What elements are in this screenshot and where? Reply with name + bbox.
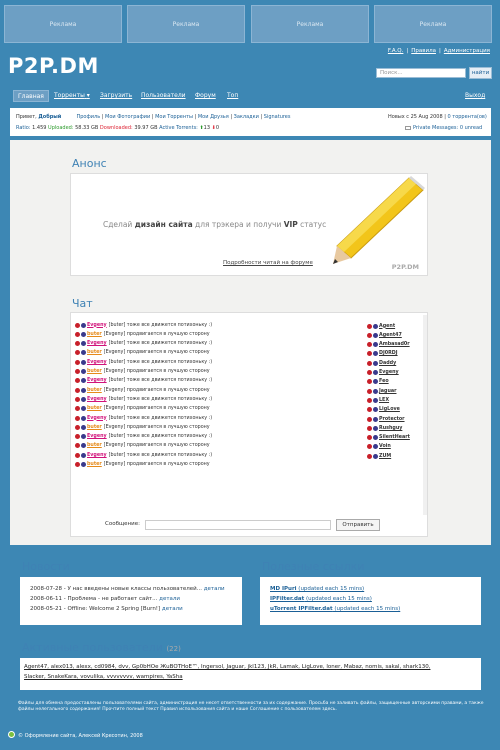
- chat-message: [75, 330, 210, 338]
- admin-link[interactable]: Администрация: [443, 48, 490, 54]
- ad-banner-row: [0, 0, 500, 42]
- chat-text: [Evgeny] продвигается в лучшую сторону: [103, 331, 210, 337]
- downloaded-label: Downloaded:: [99, 125, 133, 131]
- arrow-icon: [75, 434, 80, 439]
- chat-user[interactable]: Voin: [367, 443, 391, 451]
- ad-slot-4[interactable]: Реклама: [374, 5, 492, 43]
- chat-message: [75, 321, 212, 329]
- arrow-icon: [367, 379, 372, 384]
- chat-user[interactable]: Protector: [367, 415, 405, 423]
- faq-link[interactable]: F.A.Q.: [387, 48, 404, 54]
- chat-user[interactable]: Evgeny: [367, 369, 399, 377]
- signatures-link[interactable]: Signatures: [263, 114, 291, 120]
- chat-text: [Evgeny] продвигается в лучшую сторону: [103, 443, 210, 449]
- user-greeting-row: Привет, Добрый Профиль | Мои Фотографии | Мои Торренты | Мои Друзья | Закладки | Signatures: [16, 114, 291, 120]
- active-users-panel: [20, 658, 481, 690]
- chat-user[interactable]: Agent: [367, 322, 395, 330]
- active-torrents-label: Active Torrents:: [159, 125, 198, 131]
- arrow-icon: [373, 333, 378, 338]
- chat-message: [75, 433, 212, 441]
- arrow-icon: [81, 434, 86, 439]
- chat-username[interactable]: Evgeny: [87, 396, 107, 402]
- arrow-icon: [367, 370, 372, 375]
- arrow-icon: [81, 378, 86, 383]
- ad-slot-1[interactable]: Реклама: [4, 5, 122, 43]
- chat-box: [70, 312, 428, 537]
- arrow-icon: [367, 426, 372, 431]
- arrow-icon: [367, 333, 372, 338]
- nav-forum[interactable]: Форум: [195, 92, 216, 99]
- arrow-icon: [75, 388, 80, 393]
- arrow-icon: [367, 361, 372, 366]
- profile-link[interactable]: Профиль: [76, 114, 101, 120]
- my-photos-link[interactable]: Мои Фотографии: [105, 114, 151, 120]
- arrow-icon: [367, 398, 372, 403]
- arrow-icon: [367, 407, 372, 412]
- username-link[interactable]: Добрый: [38, 114, 62, 120]
- arrow-icon: [81, 360, 86, 365]
- chat-username[interactable]: buter: [87, 406, 102, 412]
- chat-username[interactable]: buter: [87, 350, 102, 356]
- envelope-icon: [405, 126, 411, 130]
- chat-username[interactable]: buter: [87, 369, 102, 374]
- announce-forum-link[interactable]: Подробности читай на форуме: [223, 260, 313, 266]
- my-friends-link[interactable]: Мои Друзья: [197, 114, 229, 120]
- news-details-link[interactable]: детали: [159, 596, 181, 602]
- chat-username[interactable]: buter: [87, 331, 102, 337]
- chat-text: [Evgeny] продвигается в лучшую сторону: [103, 462, 210, 467]
- announce-text: Сделай дизайн сайта для трэкера и получи VIP статус: [103, 220, 327, 229]
- arrow-icon: [373, 444, 378, 449]
- arrow-icon: [367, 417, 372, 422]
- ratio-label: Ratio:: [16, 125, 31, 131]
- arrow-icon: [367, 454, 372, 459]
- active-down-count: 0: [215, 125, 220, 131]
- chat-text: [buter] тоже все движется потихоньку :): [108, 378, 213, 384]
- arrow-icon: [373, 454, 378, 459]
- chat-message: [75, 414, 212, 422]
- nav-torrents-label: Торренты: [54, 92, 85, 99]
- arrow-icon: [367, 389, 372, 394]
- downloaded-value: 39.97 GB: [134, 125, 158, 131]
- arrow-icon: [81, 462, 86, 467]
- arrow-icon: [75, 397, 80, 402]
- nav-torrents[interactable]: [54, 90, 90, 102]
- chat-message: [75, 377, 212, 385]
- news-item: 2008-05-21 - Offline: Welcome 2 Spring [Burn!] детали: [30, 606, 183, 612]
- arrow-icon: [373, 398, 378, 403]
- message-label: Сообщение:: [105, 521, 140, 527]
- chat-message: [75, 405, 210, 413]
- news-title: Новости: [22, 560, 70, 573]
- arrow-icon: [75, 323, 80, 328]
- search-button[interactable]: найти: [469, 67, 492, 79]
- uploaded-label: Uploaded:: [48, 125, 74, 131]
- new-since-text: Новых с 25 Aug 2008: [388, 114, 443, 120]
- greeting-text: Привет,: [16, 114, 37, 120]
- chat-message: [75, 451, 212, 459]
- active-users-line[interactable]: Slacker, SnakeKara, vovulika, vvvvvvvv, wampires, YaSha: [24, 674, 183, 680]
- chat-text: [Evgeny] продвигается в лучшую сторону: [103, 424, 210, 430]
- private-messages-link[interactable]: Private Messages: 0 unread: [413, 125, 483, 131]
- arrow-icon: [373, 324, 378, 329]
- badge-icon: [8, 731, 15, 738]
- arrow-icon: [75, 332, 80, 337]
- chat-username[interactable]: Evgeny: [87, 359, 107, 365]
- useful-link[interactable]: uTorrent IPFilter.dat (updated each 15 mins): [270, 606, 401, 612]
- arrow-icon: [367, 351, 372, 356]
- private-messages[interactable]: [405, 125, 482, 131]
- active-users-count: (22): [166, 645, 181, 653]
- logout-link[interactable]: Выход: [465, 92, 486, 99]
- active-up-count: 13: [203, 125, 211, 131]
- news-item: 2008-07-28 - У нас введены новые классы пользователей... детали: [30, 586, 225, 592]
- site-logo[interactable]: P2P.DM: [8, 54, 99, 78]
- arrow-icon: [75, 406, 80, 411]
- news-item: 2008-06-11 - Проблема - не работает сайт... детали: [30, 596, 181, 602]
- rules-link[interactable]: Правила: [411, 48, 436, 54]
- arrow-icon: [81, 369, 86, 374]
- arrow-icon: [373, 370, 378, 375]
- arrow-icon: [373, 361, 378, 366]
- arrow-icon: [367, 342, 372, 347]
- chevron-down-icon: ▾: [86, 92, 90, 99]
- arrow-icon: [373, 417, 378, 422]
- chat-user[interactable]: LEX: [367, 396, 389, 404]
- useful-links-panel: [260, 577, 481, 625]
- announce-banner: [70, 173, 428, 276]
- chat-text: [buter] тоже все движется потихоньку :): [108, 452, 213, 458]
- arrow-icon: [81, 350, 86, 355]
- arrow-icon: [75, 350, 80, 355]
- news-panel: [20, 577, 242, 625]
- arrow-up-icon: ⬆: [199, 125, 204, 131]
- arrow-icon: [81, 397, 86, 402]
- chat-user[interactable]: DJ0RDJ: [367, 350, 398, 358]
- chat-user[interactable]: Agent47: [367, 331, 402, 339]
- useful-link[interactable]: IPFilter.dat (updated each 15 mins): [270, 596, 372, 602]
- chat-text: [Evgeny] продвигается в лучшую сторону: [103, 406, 210, 412]
- arrow-icon: [75, 378, 80, 383]
- arrow-icon: [81, 453, 86, 458]
- user-bar: [10, 108, 491, 136]
- chat-text: [buter] тоже все движется потихоньку :): [108, 396, 213, 402]
- arrow-icon: [75, 369, 80, 374]
- arrow-icon: [367, 435, 372, 440]
- chat-user[interactable]: Jaguar: [367, 387, 396, 395]
- chat-username[interactable]: Evgeny: [87, 322, 107, 328]
- chat-message: [75, 358, 212, 366]
- chat-username[interactable]: Evgeny: [87, 452, 107, 458]
- chat-user[interactable]: SilentHeart: [367, 434, 410, 442]
- new-torrents-info: Новых с 25 Aug 2008 | 0 торрента(ов): [388, 114, 487, 120]
- arrow-icon: [75, 443, 80, 448]
- arrow-icon: [367, 324, 372, 329]
- search-input[interactable]: Поиск...: [376, 68, 466, 78]
- chat-message: [75, 461, 210, 469]
- disclaimer: Файлы для обмена предоставлены пользователями сайта, администрация не несет ответственности за их содержание. Просьба не заливать файлы, защищенные авторскими правами, а также файлы нелегального содержания! Прочтите полный текст Правил использования сайта и наше Соглашение с пользователем здесь.: [18, 701, 484, 712]
- nav-home[interactable]: Главная: [13, 90, 49, 102]
- pencil-icon: [329, 176, 425, 266]
- chat-username[interactable]: buter: [87, 387, 102, 393]
- send-button[interactable]: Отправить: [336, 519, 380, 531]
- chat-title: Чат: [72, 297, 93, 310]
- arrow-icon: [373, 426, 378, 431]
- chat-text: [buter] тоже все движется потихоньку :): [108, 341, 213, 347]
- arrow-icon: [81, 323, 86, 328]
- chat-username[interactable]: Evgeny: [87, 434, 107, 440]
- chat-user[interactable]: Daddy: [367, 359, 396, 367]
- chat-message: [75, 423, 210, 431]
- arrow-icon: [81, 443, 86, 448]
- arrow-icon: [81, 341, 86, 346]
- main-nav: [0, 90, 500, 102]
- bookmarks-link[interactable]: Закладки: [233, 114, 259, 120]
- chat-text: [buter] тоже все движется потихоньку :): [108, 434, 213, 440]
- new-torrents-link[interactable]: 0 торрента(ов): [447, 114, 487, 120]
- top-links: F.A.Q. | Правила | Администрация: [387, 48, 490, 54]
- chat-text: [Evgeny] продвигается в лучшую сторону: [103, 387, 210, 393]
- arrow-icon: [81, 406, 86, 411]
- nav-top[interactable]: Топ: [227, 92, 239, 99]
- chat-text: [buter] тоже все движется потихоньку :): [108, 322, 213, 328]
- chat-text: [Evgeny] продвигается в лучшую сторону: [103, 350, 210, 356]
- chat-username[interactable]: Evgeny: [87, 341, 107, 347]
- active-users-line[interactable]: Agent47, alex013, alexx, cd0984, dvv, Gp0bHOe ЖuBOTHoE™, Ingersol, Jaguar, jkl123, JkR, Lamak, LigLove, loner, Mabaz, nomis, sakal, shark130,: [24, 664, 431, 670]
- arrow-icon: [373, 407, 378, 412]
- arrow-icon: [81, 388, 86, 393]
- arrow-icon: [75, 425, 80, 430]
- arrow-icon: [75, 360, 80, 365]
- news-details-link[interactable]: детали: [161, 606, 183, 612]
- arrow-icon: [373, 435, 378, 440]
- arrow-icon: [75, 416, 80, 421]
- copyright: © Оформление сайта, Алексей Кресотин, 2008: [18, 733, 143, 739]
- arrow-icon: [81, 416, 86, 421]
- chat-user[interactable]: Ambasad0r: [367, 341, 410, 349]
- useful-link[interactable]: MD IPuri (updated each 15 mins): [270, 586, 365, 592]
- chat-text: [buter] тоже все движется потихоньку :): [108, 359, 213, 365]
- arrow-icon: [367, 444, 372, 449]
- useful-links-title: Полезные ссылки: [262, 560, 365, 573]
- chat-username[interactable]: Evgeny: [87, 415, 107, 421]
- active-users-title: Активные пользователи (22): [22, 641, 181, 654]
- arrow-icon: [75, 462, 80, 467]
- arrow-icon: [81, 332, 86, 337]
- chat-message: [75, 386, 210, 394]
- chat-user[interactable]: LigLove: [367, 406, 400, 414]
- chat-message: [75, 368, 210, 376]
- my-torrents-link[interactable]: Мои Торренты: [155, 114, 193, 120]
- chat-username[interactable]: buter: [87, 424, 102, 430]
- chat-user[interactable]: Feo: [367, 378, 389, 386]
- chat-message: [75, 442, 210, 450]
- chat-username[interactable]: buter: [87, 462, 102, 467]
- chat-username[interactable]: buter: [87, 443, 102, 449]
- chat-username[interactable]: Evgeny: [87, 378, 107, 384]
- arrow-icon: [373, 389, 378, 394]
- arrow-icon: [75, 453, 80, 458]
- arrow-icon: [373, 379, 378, 384]
- chat-message: [75, 349, 210, 357]
- uploaded-value: 58.33 GB: [75, 125, 99, 131]
- arrow-icon: [75, 341, 80, 346]
- ad-slot-3[interactable]: Реклама: [251, 5, 369, 43]
- ratio-value: 1.459: [32, 125, 47, 131]
- chat-scrollbar[interactable]: [423, 315, 427, 515]
- arrow-icon: [373, 342, 378, 347]
- ad-slot-2[interactable]: Реклама: [127, 5, 245, 43]
- arrow-icon: [373, 351, 378, 356]
- announce-title: Анонс: [72, 157, 107, 170]
- chat-text: [Evgeny] продвигается в лучшую сторону: [103, 369, 210, 374]
- chat-message: [75, 395, 212, 403]
- message-input[interactable]: [145, 520, 331, 530]
- chat-text: [buter] тоже все движется потихоньку :): [108, 415, 213, 421]
- arrow-icon: [81, 425, 86, 430]
- arrow-down-icon: ⬇: [211, 125, 216, 131]
- nav-users[interactable]: Пользователи: [141, 92, 186, 99]
- news-details-link[interactable]: детали: [203, 586, 225, 592]
- user-stats-row: [16, 125, 219, 131]
- chat-user[interactable]: Rushguy: [367, 424, 402, 432]
- chat-user[interactable]: ZUM: [367, 452, 391, 460]
- announce-watermark: P2P.DM: [391, 263, 419, 271]
- chat-message: [75, 340, 212, 348]
- nav-upload[interactable]: Загрузить: [100, 92, 133, 99]
